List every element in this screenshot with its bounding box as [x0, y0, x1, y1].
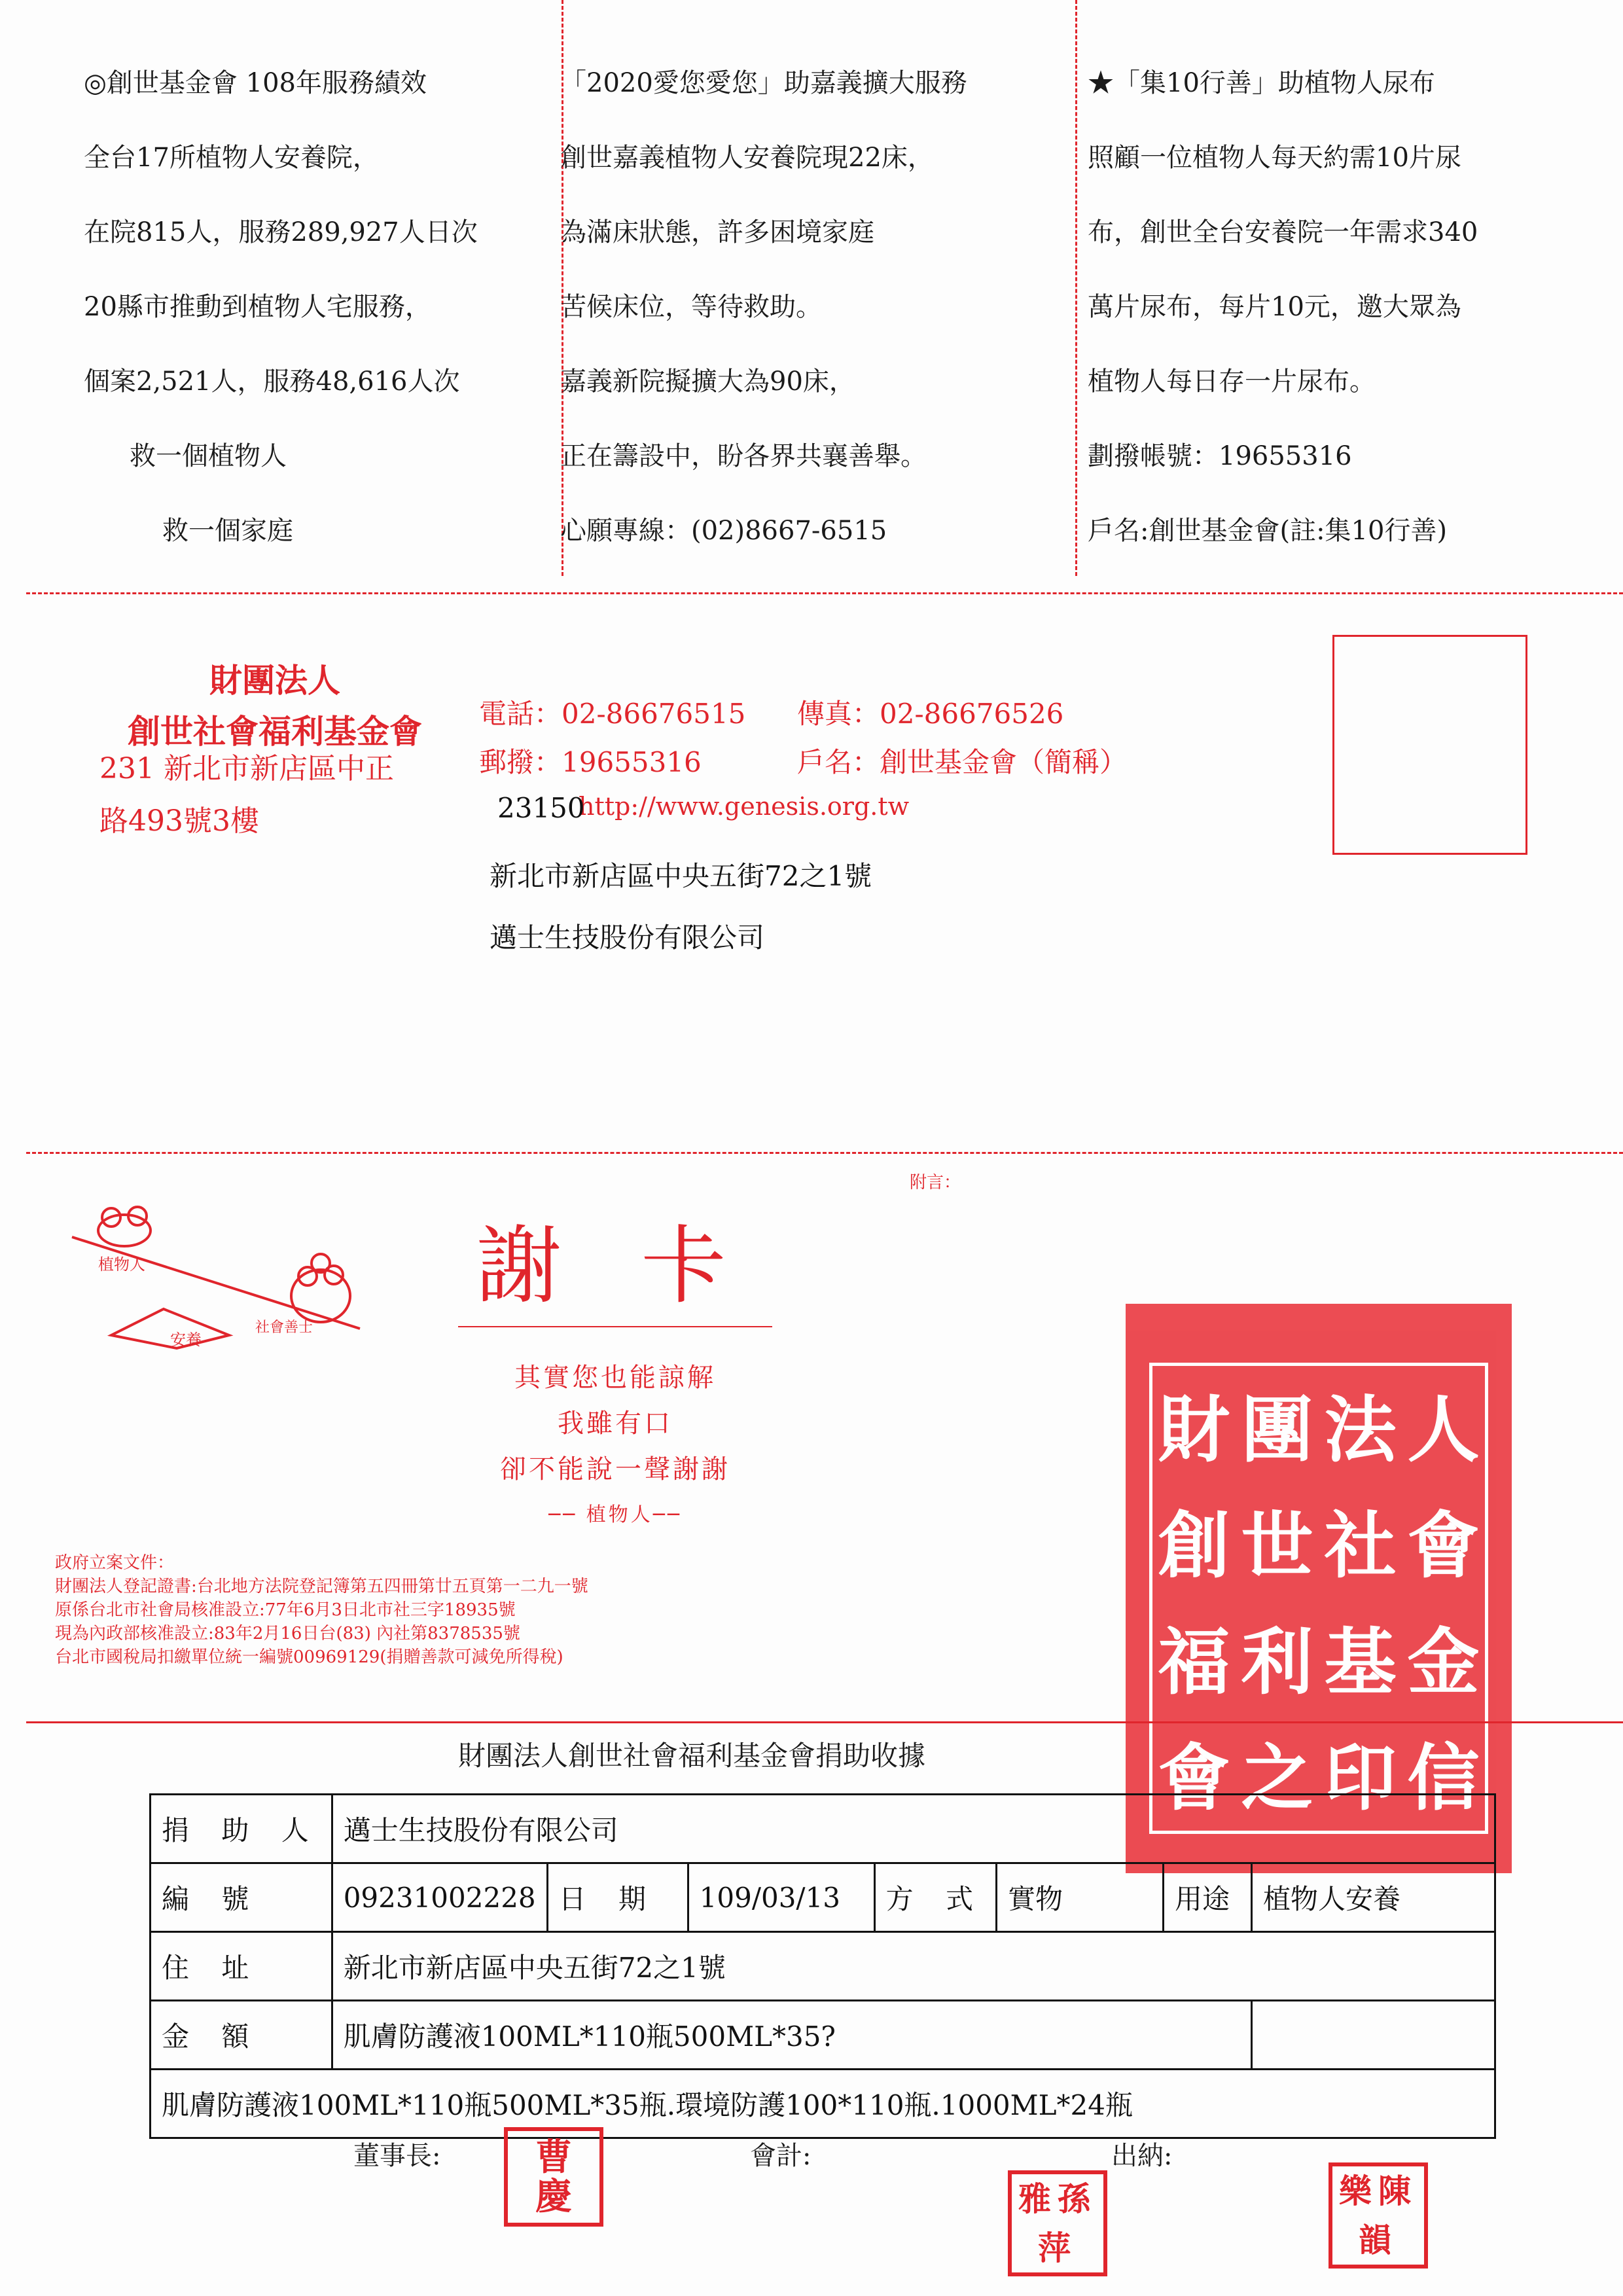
- address-label: 住 址: [151, 1932, 332, 2001]
- official-seal: [1126, 1304, 1512, 1873]
- text-line: ★「集10行善」助植物人尿布: [1088, 68, 1435, 98]
- poem-line: 卻不能說一聲謝謝: [500, 1454, 730, 1484]
- seal-char: 會: [1407, 1503, 1480, 1588]
- method-value: 實物: [997, 1863, 1164, 1932]
- text-line: 20縣市推動到植物人宅服務，: [84, 292, 431, 322]
- seal-char: 創: [1158, 1503, 1230, 1588]
- zip-code: 23150: [497, 792, 585, 824]
- seal-char: 利: [1241, 1619, 1313, 1704]
- poem-line: 其實您也能諒解: [514, 1363, 716, 1393]
- items-value: 肌膚防護液100ML*110瓶500ML*35瓶.環境防護100*110瓶.1000ML*24瓶: [151, 2070, 1495, 2138]
- seal-char: 印: [1324, 1736, 1397, 1821]
- seal-char: 慶: [535, 2175, 572, 2218]
- account-name: 戶名：創世基金會（簡稱）: [797, 746, 1128, 778]
- recipient-address: 新北市新店區中央五街72之1號: [490, 860, 872, 892]
- table-row: [151, 1863, 1495, 1932]
- gov-doc-line: 現為內政部核准設立:83年2月16日台(83) 內社第8378535號: [55, 1624, 520, 1643]
- poem-signature: ── 植物人──: [548, 1503, 682, 1526]
- receipt-title: 財團法人創世社會福利基金會捐助收據: [458, 1740, 926, 1772]
- seal-char: 萍: [1038, 2228, 1071, 2267]
- seal-char: 韻: [1359, 2220, 1391, 2259]
- table-row: [151, 2001, 1495, 2070]
- fax: 傳真：02-86676526: [797, 698, 1064, 730]
- logo-label-society: 社會善士: [255, 1319, 313, 1336]
- cut-line: [26, 592, 1623, 594]
- number-label: 編 號: [151, 1863, 332, 1932]
- phone: 電話：02-86676515: [479, 698, 746, 730]
- text-line: 在院815人，服務289,927人日次: [84, 217, 478, 247]
- number-value: 09231002228: [332, 1863, 547, 1932]
- seal-char: 法: [1324, 1387, 1397, 1472]
- amount-extra: [1252, 2001, 1495, 2070]
- website[interactable]: http://www.genesis.org.tw: [579, 792, 910, 821]
- seal-char: 雅: [1018, 2179, 1051, 2218]
- stamp-area: [1332, 635, 1527, 855]
- slogan-line: 救一個植物人: [130, 441, 287, 471]
- table-row: [151, 1932, 1495, 2001]
- sender-block: [92, 655, 458, 753]
- seesaw-plank: [72, 1237, 360, 1329]
- accountant-seal: [1008, 2170, 1107, 2276]
- seal-char: 金: [1407, 1619, 1480, 1704]
- seal-char: 財: [1158, 1387, 1230, 1472]
- text-line: 戶名:創世基金會(註:集10行善): [1088, 516, 1448, 546]
- seal-char: 之: [1241, 1736, 1313, 1821]
- sender-address: [99, 743, 394, 848]
- text-line: 為滿床狀態，許多困境家庭: [560, 217, 874, 247]
- gov-doc-line: 政府立案文件：: [55, 1553, 175, 1573]
- amount-value: 肌膚防護液100ML*110瓶500ML*35?: [332, 2001, 1251, 2070]
- date-label: 日 期: [547, 1863, 688, 1932]
- cashier-seal: [1329, 2162, 1428, 2269]
- table-row: [151, 1795, 1495, 1863]
- amount-label: 金 額: [151, 2001, 332, 2070]
- seal-char: 人: [1407, 1387, 1480, 1472]
- column-performance: [84, 46, 478, 568]
- text-line: 個案2,521人，服務48,616人次: [84, 367, 460, 397]
- address-line: 231 新北市新店區中正: [99, 752, 394, 785]
- gov-doc-line: 財團法人登記證書:台北地方法院登記簿第五四冊第廿五頁第一二九一號: [55, 1577, 588, 1596]
- text-line: 萬片尿布，每片10元，邀大眾為: [1088, 292, 1461, 322]
- text-line: 照顧一位植物人每天約需10片尿: [1088, 143, 1461, 173]
- seal-char: 社: [1324, 1503, 1397, 1588]
- gov-doc-line: 台北市國稅局扣繳單位統一編號00969129(捐贈善款可減免所得稅): [55, 1647, 563, 1667]
- poem: [458, 1355, 772, 1538]
- text-line: 布，創世全台安養院一年需求340: [1088, 217, 1478, 247]
- title-underline: [458, 1326, 772, 1327]
- address-value: 新北市新店區中央五街72之1號: [332, 1932, 1495, 2001]
- fold-line: [26, 1152, 1623, 1154]
- seal-char: 會: [1158, 1736, 1230, 1821]
- seal-char: 世: [1241, 1503, 1313, 1588]
- text-line: 「2020愛您愛您」助嘉義擴大服務: [560, 68, 967, 98]
- seal-char: 孫: [1058, 2179, 1090, 2218]
- seesaw-logo: [46, 1198, 386, 1368]
- seal-char: 樂: [1339, 2171, 1372, 2210]
- gov-doc-line: 原係台北市社會局核准設立:77年6月3日北市社三字18935號: [55, 1600, 516, 1620]
- text-line: 嘉義新院擬擴大為90床，: [560, 367, 855, 397]
- org-line1: 財團法人: [209, 662, 340, 700]
- text-line: 植物人每日存一片尿布。: [1088, 367, 1376, 397]
- seal-char: 曹: [535, 2136, 572, 2179]
- cashier-label: 出納:: [1111, 2141, 1173, 2171]
- seal-char: 基: [1324, 1619, 1397, 1704]
- recipient-name: 邁士生技股份有限公司: [490, 922, 765, 954]
- note-label: 附言：: [910, 1173, 961, 1193]
- address-line: 路493號3樓: [99, 804, 259, 838]
- seal-char: 陳: [1378, 2171, 1411, 2210]
- text-line: 劃撥帳號：19655316: [1088, 441, 1352, 471]
- use-value: 植物人安養: [1252, 1863, 1495, 1932]
- logo-label-vegetable: 植物人: [98, 1255, 145, 1274]
- text-line: ◎創世基金會 108年服務績效: [84, 68, 427, 98]
- use-label: 用途: [1164, 1863, 1252, 1932]
- accountant-label: 會計:: [750, 2141, 812, 2171]
- logo-label-care: 安養: [170, 1331, 202, 1349]
- method-label: 方 式: [874, 1863, 996, 1932]
- card-title: 謝 卡: [476, 1216, 753, 1316]
- text-line: 創世嘉義植物人安養院現22床，: [560, 143, 934, 173]
- column-diapers: [1088, 46, 1478, 568]
- figures-left: [98, 1215, 151, 1246]
- seal-char: 團: [1241, 1387, 1313, 1472]
- donor-value: 邁士生技股份有限公司: [332, 1795, 1495, 1863]
- seal-char: 信: [1407, 1736, 1480, 1821]
- date-value: 109/03/13: [688, 1863, 874, 1932]
- postal-account: 郵撥：19655316: [479, 746, 702, 778]
- org-line2: 創世社會福利基金會: [128, 713, 422, 751]
- donor-label: 捐 助 人: [151, 1795, 332, 1863]
- column-chiayi: [560, 46, 967, 568]
- chairman-label: 董事長:: [353, 2141, 441, 2171]
- chairman-seal: [504, 2127, 603, 2227]
- poem-line: 我雖有口: [558, 1408, 673, 1439]
- seal-char: 福: [1158, 1619, 1230, 1704]
- government-documents: [55, 1551, 588, 1669]
- text-line: 心願專線：(02)8667-6515: [560, 516, 887, 546]
- slogan-line: 救一個家庭: [162, 516, 293, 546]
- receipt-table: [149, 1793, 1496, 2139]
- text-line: 正在籌設中，盼各界共襄善舉。: [560, 441, 927, 471]
- text-line: 全台17所植物人安養院，: [84, 143, 379, 173]
- text-line: 苦候床位，等待救助。: [560, 292, 822, 322]
- table-row: [151, 2070, 1495, 2138]
- receipt-divider: [26, 1721, 1623, 1723]
